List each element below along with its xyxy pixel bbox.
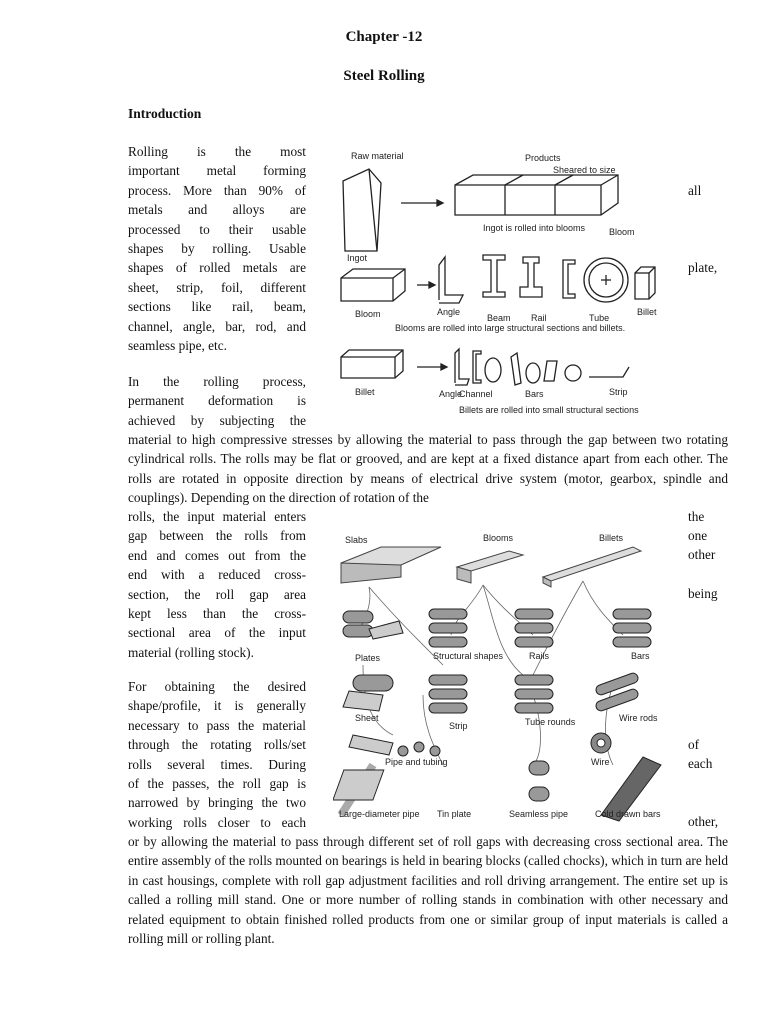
para2-right-word: one <box>688 528 708 543</box>
para2-right-word: other <box>688 547 716 562</box>
label-strip: Strip <box>609 387 628 397</box>
text-line: achieved by subjecting the <box>128 412 306 428</box>
text-line: seamless pipe, etc. <box>128 338 227 354</box>
label-bloom: Bloom <box>355 309 381 319</box>
label-tube-rounds: Tube rounds <box>525 717 576 727</box>
text-line: processed to their usable <box>128 221 306 237</box>
label-bars: Bars <box>631 651 650 661</box>
label-wire-rods: Wire rods <box>619 713 658 723</box>
label-billets: Billets <box>599 533 624 543</box>
text-line: section, the roll gap area <box>128 586 306 602</box>
label-slabs: Slabs <box>345 535 368 545</box>
text-line: sheet, strip, foil, different <box>128 279 306 295</box>
text-line: rolls several times. During <box>128 756 306 772</box>
text-line: important metal forming <box>128 163 306 179</box>
text-line: For obtaining the desired <box>128 679 306 694</box>
text-line: kept less than the cross- <box>128 606 306 622</box>
text-line: gap between the rolls from <box>128 528 306 544</box>
text-line: end and comes out from the <box>128 547 306 563</box>
para3-left <box>128 677 306 832</box>
para1-right-word: plate, <box>688 260 718 275</box>
label-raw-material: Raw material <box>351 151 404 161</box>
text-line: Rolling is the most <box>128 144 306 159</box>
para3-right-word: other, <box>688 814 719 829</box>
label-cold-drawn: Cold drawn bars <box>595 809 661 819</box>
label-channel: Channel <box>459 389 493 399</box>
label-strip: Strip <box>449 721 468 731</box>
label-structural: Structural shapes <box>433 651 504 661</box>
text-line: sectional area of the input <box>128 625 306 641</box>
text-line: material (rolling stock). <box>128 644 254 660</box>
text-line: channel, angle, bar, rod, and <box>128 318 306 334</box>
text-line: shapes by rolling. Usable <box>128 241 306 257</box>
label-wire: Wire <box>591 757 610 767</box>
text-line: process. More than 90% of <box>128 182 306 198</box>
label-angle2: Angle <box>439 389 463 399</box>
label-beam: Beam <box>487 313 511 323</box>
label-ingot-rolled: Ingot is rolled into blooms <box>483 223 586 233</box>
para3-right-word: of <box>688 737 700 752</box>
label-tube: Tube <box>589 313 610 323</box>
para1-right-word: all <box>688 183 702 198</box>
label-ingot: Ingot <box>347 253 368 263</box>
para3-full: or by allowing the material to pass through different set of roll gaps with decreasing cross sectional area. The entire assembly of the rolls mounted on bearings is held in bearing blocks (called chocks), which in turn are held in cast housings, complete with roll gap adjustment facilities and roll driving arrangement. The entire set up is called a rolling mill stand. One or more number of rolling stands in combination with other necessary and related equipment to obtain finished rolled products from one or similar group of input materials is called a rolling mill or rolling plant. <box>128 834 728 947</box>
label-tin-plate: Tin plate <box>437 809 472 819</box>
chapter-label: Chapter -12 <box>345 29 423 45</box>
text-line: narrowed by bringing the two <box>128 795 306 811</box>
text-line: metals and alloys are <box>128 202 306 218</box>
para2-right-word: the <box>688 509 705 524</box>
label-pipe-tubing: Pipe and tubing <box>385 757 448 767</box>
text-line: sections like rail, beam, <box>128 299 306 315</box>
para1-left <box>128 142 306 355</box>
label-billet-top: Billet <box>637 307 657 317</box>
section-heading: Introduction <box>128 106 202 121</box>
text-line: rolls, the input material enters <box>128 509 306 524</box>
page-title: Steel Rolling <box>343 68 425 84</box>
para3-right-word: each <box>688 756 713 771</box>
label-sheet: Sheet <box>355 713 379 723</box>
para2-full: material to high compressive stresses by allowing the material to pass through the gap between two rotating cylindrical rolls. The rolls may be flat or grooved, and are kept at a fixed distance apart from each other. The rolls are rotated in opposite direction by means of electrical drive system (motor, gearbox, spindle and couplings). Depending on the direction of rotation of the <box>128 432 728 506</box>
para2-left <box>128 372 306 430</box>
text-line: end with a reduced cross- <box>128 567 306 583</box>
para2-right-word: being <box>688 586 718 601</box>
label-angle: Angle <box>437 307 461 317</box>
label-billets-rolled: Billets are rolled into small structural sections <box>459 405 639 415</box>
text-line: permanent deformation is <box>128 393 306 409</box>
label-blooms-rolled: Blooms are rolled into large structural sections and billets. <box>395 323 626 333</box>
label-blooms: Blooms <box>483 533 514 543</box>
text-line: necessary to pass the material <box>128 717 306 733</box>
label-rails: Rails <box>529 651 550 661</box>
label-bloom-top: Bloom <box>609 227 635 237</box>
label-bars: Bars <box>525 389 544 399</box>
text-line: of the passes, the roll gap is <box>128 776 306 792</box>
para2-left-2 <box>128 507 306 662</box>
rolling-products-figure <box>333 145 675 420</box>
rolled-products-flow-figure <box>333 525 678 825</box>
text-line: through the rotating rolls/set <box>128 737 306 753</box>
text-line: shapes of rolled metals are <box>128 260 306 276</box>
text-line: shape/profile, it is generally <box>128 698 306 714</box>
label-sheared: Sheared to size <box>553 165 616 175</box>
label-large-pipe: Large-diameter pipe <box>339 809 420 819</box>
label-plates: Plates <box>355 653 381 663</box>
label-billet: Billet <box>355 387 375 397</box>
label-rail: Rail <box>531 313 547 323</box>
label-products: Products <box>525 153 561 163</box>
text-line: In the rolling process, <box>128 374 306 389</box>
label-seamless: Seamless pipe <box>509 809 569 819</box>
text-line: working rolls closer to each <box>128 814 306 830</box>
